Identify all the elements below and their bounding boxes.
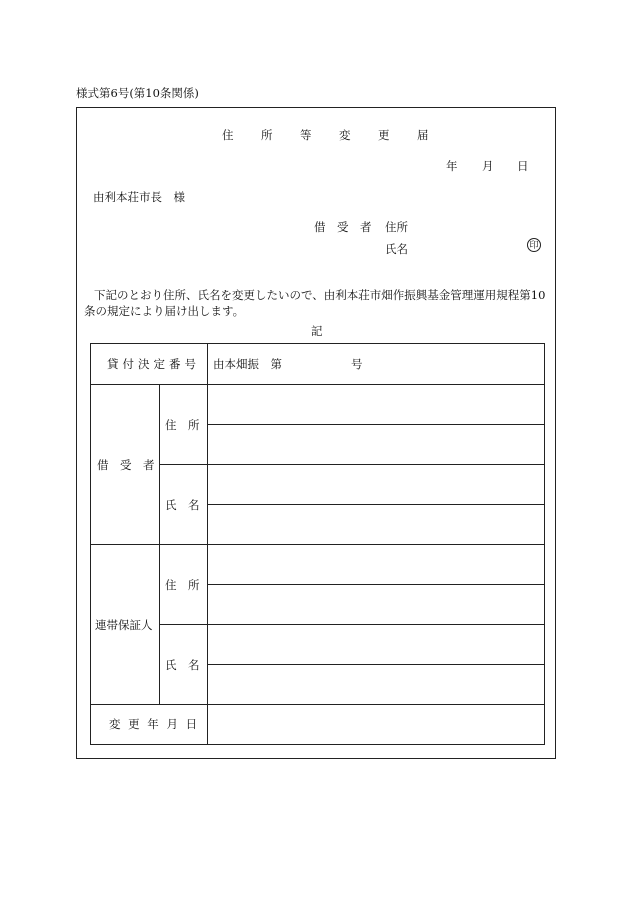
seal-mark: 印 [527, 238, 541, 252]
guarantor-section-label: 連帯保証人 [95, 618, 153, 632]
table-subrow-divider [159, 464, 544, 465]
date-month-label: 月 [482, 159, 494, 173]
write-line [207, 504, 544, 505]
borrower-address-label: 住所 [385, 220, 408, 234]
form-number: 様式第6号(第10条関係) [76, 86, 199, 100]
ki-heading: 記 [311, 324, 323, 338]
change-date-label: 変 更 年 月 日 [109, 717, 200, 731]
guarantor-address-row-label: 住 所 [165, 578, 200, 592]
addressee: 由利本荘市長 様 [93, 190, 185, 204]
table-subrow-divider [159, 624, 544, 625]
write-line [207, 664, 544, 665]
date-year-label: 年 [446, 159, 458, 173]
table-row-divider [91, 544, 544, 545]
form-title: 住 所 等 変 更 届 [222, 128, 437, 142]
borrower-name-label: 氏名 [385, 242, 408, 256]
borrower-address-row-label: 住 所 [165, 418, 200, 432]
write-line [207, 584, 544, 585]
table-row-divider [91, 384, 544, 385]
borrower-section-label: 借 受 者 [97, 458, 155, 472]
date-day-label: 日 [517, 159, 529, 173]
borrower-name-row-label: 氏 名 [165, 498, 200, 512]
loan-decision-label: 貸付決定番号 [107, 357, 200, 371]
loan-decision-value: 由本畑振 第 号 [213, 357, 363, 371]
guarantor-name-row-label: 氏 名 [165, 658, 200, 672]
request-body-text: 下記のとおり住所、氏名を変更したいので、由利本荘市畑作振興基金管理運用規程第10条の規定により届け出します。 [84, 288, 546, 318]
details-table [90, 343, 545, 745]
borrower-heading: 借 受 者 [314, 220, 372, 234]
table-row-divider [91, 704, 544, 705]
write-line [207, 424, 544, 425]
